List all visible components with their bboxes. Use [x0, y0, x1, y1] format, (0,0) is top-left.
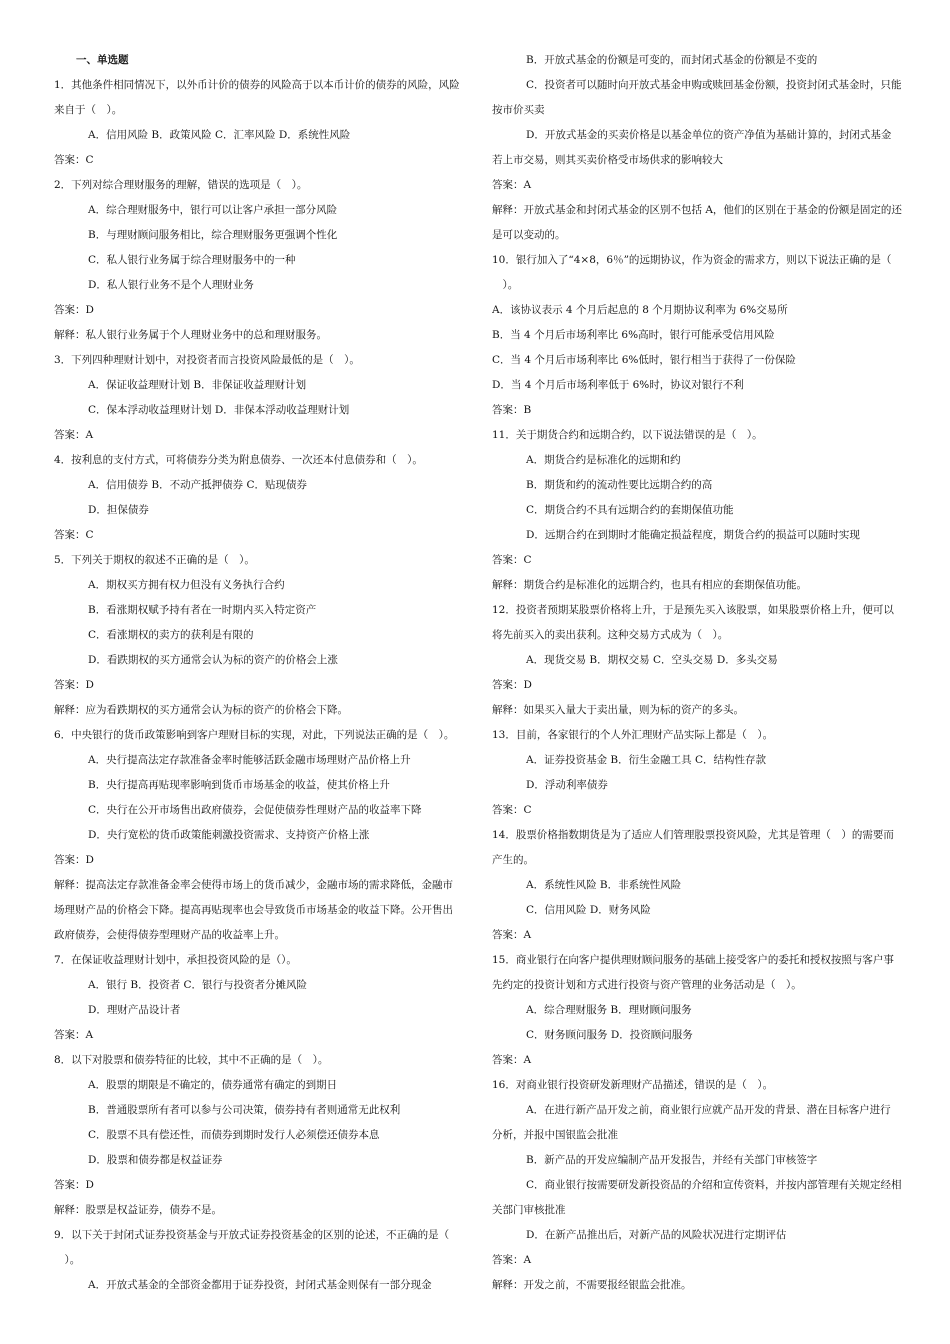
answer-line: 答案：A — [54, 429, 94, 441]
option-line: C．商业银行按需要研发新投资品的介绍和宣传资料，并按内部管理有关规定经相 — [526, 1179, 902, 1191]
text-line: ）。 — [492, 279, 519, 291]
text-line: 场理财产品的价格会下降。提高再贴现率也会导致货币市场基金的收益下降。公开售出 — [54, 904, 453, 916]
option-line: C．股票不具有偿还性，而债券到期时发行人必须偿还债券本息 — [88, 1129, 380, 1141]
answer-line: 答案：C — [54, 154, 94, 166]
question-line: 11．关于期货合约和远期合约，以下说法错误的是（ ）。 — [492, 429, 763, 441]
option-line: A．股票的期限是不确定的，债券通常有确定的到期日 — [88, 1079, 338, 1091]
option-line: A．系统性风险 B．非系统性风险 — [526, 879, 682, 891]
explanation-line: 解释：开发之前，不需要报经银监会批准。 — [492, 1279, 692, 1291]
option-line: C．央行在公开市场售出政府债券，会促使债券性理财产品的收益率下降 — [88, 804, 422, 816]
answer-line: 答案：A — [492, 1054, 532, 1066]
option-line: C．保本浮动收益理财计划 D．非保本浮动收益理财计划 — [88, 404, 350, 416]
option-line: A．综合理财服务中，银行可以让客户承担一部分风险 — [88, 204, 338, 216]
option-line: D．在新产品推出后，对新产品的风险状况进行定期评估 — [526, 1229, 787, 1241]
explanation-line: 解释：提高法定存款准备金率会使得市场上的货币减少，金融市场的需求降低，金融市 — [54, 879, 453, 891]
text-line: 是可以变动的。 — [492, 229, 566, 241]
option-line: A．开放式基金的全部资金都用于证券投资，封闭式基金则保有一部分现金 — [88, 1279, 432, 1291]
question-line: 4．按利息的支付方式，可将债券分类为附息债券、一次还本付息债券和（ ）。 — [54, 454, 423, 466]
text-line: A．该协议表示 4 个月后起息的 8 个月期协议利率为 6%交易所 — [492, 304, 788, 316]
text-line: ）。 — [54, 1254, 81, 1266]
option-line: A．银行 B．投资者 C．银行与投资者分摊风险 — [88, 979, 308, 991]
text-line: D．当 4 个月后市场利率低于 6%时，协议对银行不利 — [492, 379, 744, 391]
option-line: A．央行提高法定存款准备金率时能够活跃金融市场理财产品价格上升 — [88, 754, 411, 766]
explanation-line: 解释：股票是权益证券，债券不是。 — [54, 1204, 222, 1216]
option-line: B．开放式基金的份额是可变的，而封闭式基金的份额是不变的 — [526, 54, 818, 66]
left-column — [54, 48, 464, 1298]
explanation-line: 解释：开放式基金和封闭式基金的区别不包括 A，他们的区别在于基金的份额是固定的还 — [492, 204, 902, 216]
answer-line: 答案：D — [54, 304, 94, 316]
answer-line: 答案：D — [54, 854, 94, 866]
answer-line: 答案：C — [492, 554, 532, 566]
text-line: 若上市交易，则其买卖价格受市场供求的影响较大 — [492, 154, 723, 166]
option-line: D．私人银行业务不是个人理财业务 — [88, 279, 254, 291]
answer-line: 答案：A — [54, 1029, 94, 1041]
question-line: 5．下列关于期权的叙述不正确的是（ ）。 — [54, 554, 255, 566]
question-line: 8．以下对股票和债券特征的比较，其中不正确的是（ ）。 — [54, 1054, 329, 1066]
question-line: 6．中央银行的货币政策影响到客户理财目标的实现，对此，下列说法正确的是（ ）。 — [54, 729, 455, 741]
text-line: 来自于（ ）。 — [54, 104, 123, 116]
text-line: C．当 4 个月后市场利率比 6%低时，银行相当于获得了一份保险 — [492, 354, 796, 366]
section-heading: 一、单选题 — [76, 54, 129, 66]
answer-line: 答案：C — [54, 529, 94, 541]
option-line: D．股票和债券都是权益证券 — [88, 1154, 223, 1166]
option-line: A．信用债券 B．不动产抵押债券 C．贴现债券 — [88, 479, 308, 491]
option-line: A．在进行新产品开发之前，商业银行应就产品开发的背景、潜在目标客户进行 — [526, 1104, 891, 1116]
text-line: 分析，并报中国银监会批准 — [492, 1129, 618, 1141]
right-column — [492, 48, 902, 1298]
option-line: B．央行提高再贴现率影响到货币市场基金的收益，使其价格上升 — [88, 779, 390, 791]
text-line: 政府债券，会使得债券型理财产品的收益率上升。 — [54, 929, 285, 941]
option-line: B．与理财顾问服务相比，综合理财服务更强调个性化 — [88, 229, 338, 241]
text-line: 产生的。 — [492, 854, 534, 866]
question-line: 3．下列四种理财计划中，对投资者而言投资风险最低的是（ ）。 — [54, 354, 360, 366]
option-line: C．私人银行业务属于综合理财服务中的一种 — [88, 254, 296, 266]
option-line: A．信用风险 B．政策风险 C．汇率风险 D．系统性风险 — [88, 129, 351, 141]
question-line: 9．以下关于封闭式证券投资基金与开放式证券投资基金的区别的论述，不正确的是（ — [54, 1229, 450, 1241]
option-line: D．担保债券 — [88, 504, 149, 516]
option-line: A．保证收益理财计划 B．非保证收益理财计划 — [88, 379, 307, 391]
explanation-line: 解释：期货合约是标准化的远期合约，也具有相应的套期保值功能。 — [492, 579, 807, 591]
answer-line: 答案：C — [492, 804, 532, 816]
question-line: 14．股票价格指数期货是为了适应人们管理股票投资风险，尤其是管理（ ）的需要而 — [492, 829, 894, 841]
text-line: 先约定的投资计划和方式进行投资与资产管理的业务活动是（ ）。 — [492, 979, 802, 991]
option-line: C．信用风险 D．财务风险 — [526, 904, 651, 916]
text-line: 关部门审核批准 — [492, 1204, 566, 1216]
option-line: C．财务顾问服务 D．投资顾问服务 — [526, 1029, 693, 1041]
option-line: C．看涨期权的卖方的获利是有限的 — [88, 629, 254, 641]
question-line: 7．在保证收益理财计划中，承担投资风险的是（）。 — [54, 954, 297, 966]
option-line: A．证券投资基金 B．衍生金融工具 C．结构性存款 — [526, 754, 767, 766]
option-line: B．新产品的开发应编制产品开发报告，并经有关部门审核签字 — [526, 1154, 818, 1166]
option-line: D．远期合约在到期时才能确定损益程度，期货合约的损益可以随时实现 — [526, 529, 860, 541]
question-line: 13．目前，各家银行的个人外汇理财产品实际上都是（ ）。 — [492, 729, 774, 741]
answer-line: 答案：A — [492, 179, 532, 191]
option-line: D．看跌期权的买方通常会认为标的资产的价格会上涨 — [88, 654, 338, 666]
option-line: A．综合理财服务 B．理财顾问服务 — [526, 1004, 692, 1016]
answer-line: 答案：D — [54, 679, 94, 691]
text-line: B．当 4 个月后市场利率比 6%高时，银行可能承受信用风险 — [492, 329, 775, 341]
answer-line: 答案：D — [54, 1179, 94, 1191]
answer-line: 答案：A — [492, 929, 532, 941]
option-line: C．投资者可以随时向开放式基金申购或赎回基金份额，投资封闭式基金时，只能 — [526, 79, 902, 91]
question-line: 10．银行加入了“4×8，6％”的远期协议，作为资金的需求方，则以下说法正确的是（ — [492, 254, 892, 266]
question-line: 1．其他条件相同情况下，以外币计价的债券的风险高于以本币计价的债券的风险，风险 — [54, 79, 460, 91]
answer-line: 答案：D — [492, 679, 532, 691]
option-line: A．现货交易 B．期权交易 C．空头交易 D．多头交易 — [526, 654, 778, 666]
explanation-line: 解释：如果买入量大于卖出量，则为标的资产的多头。 — [492, 704, 744, 716]
option-line: B．期货和约的流动性要比远期合约的高 — [526, 479, 713, 491]
option-line: D．理财产品设计者 — [88, 1004, 181, 1016]
option-line: A．期货合约是标准化的远期和约 — [526, 454, 681, 466]
text-line: 按市价买卖 — [492, 104, 545, 116]
text-line: 将先前买入的卖出获利。这种交易方式成为（ ）。 — [492, 629, 729, 641]
question-line: 16．对商业银行投资研发新理财产品描述，错误的是（ ）。 — [492, 1079, 774, 1091]
option-line: D．开放式基金的买卖价格是以基金单位的资产净值为基础计算的，封闭式基金 — [526, 129, 892, 141]
option-line: B．普通股票所有者可以参与公司决策，债券持有者则通常无此权利 — [88, 1104, 401, 1116]
question-line: 15．商业银行在向客户提供理财顾问服务的基础上接受客户的委托和授权按照与客户事 — [492, 954, 894, 966]
question-line: 2．下列对综合理财服务的理解，错误的选项是（ ）。 — [54, 179, 308, 191]
answer-line: 答案：A — [492, 1254, 532, 1266]
option-line: B．看涨期权赋予持有者在一时期内买入特定资产 — [88, 604, 317, 616]
option-line: A．期权买方拥有权力但没有义务执行合约 — [88, 579, 285, 591]
option-line: C．期货合约不具有远期合约的套期保值功能 — [526, 504, 734, 516]
option-line: D．浮动利率债券 — [526, 779, 608, 791]
explanation-line: 解释：应为看跌期权的买方通常会认为标的资产的价格会下降。 — [54, 704, 348, 716]
answer-line: 答案：B — [492, 404, 532, 416]
explanation-line: 解释：私人银行业务属于个人理财业务中的总和理财服务。 — [54, 329, 327, 341]
option-line: D．央行宽松的货币政策能刺激投资需求、支持资产价格上涨 — [88, 829, 370, 841]
question-line: 12．投资者预期某股票价格将上升，于是预先买入该股票，如果股票价格上升，便可以 — [492, 604, 894, 616]
